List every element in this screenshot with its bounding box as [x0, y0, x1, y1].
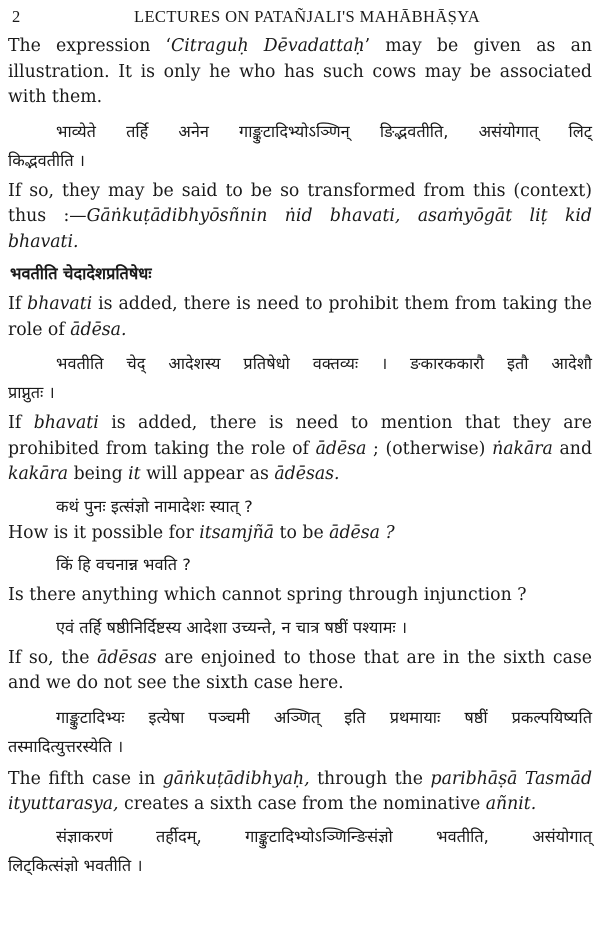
paragraph-7: If so, the ādēsas are enjoined to those that are in the sixth case and we do not see the sixth case here. — [8, 647, 592, 693]
paragraph-2: If so, they may be said to be so transformed from this (context) thus :—Gāṅkuṭādibhyōsñnin ṅid bhavati, asaṁyōgāt liṭ kid bhavati. — [8, 180, 592, 252]
sanskrit-verse-3: एवं तर्हि षष्ठीनिर्दिष्टस्य आदेशा उच्यन्ते, न चात्र षष्ठीं पश्यामः । — [56, 617, 408, 637]
paragraph-3: If bhavati is added, there is need to prohibit them from taking the role of ādēsa. — [8, 294, 592, 340]
sanskrit-verse-4: गाङ्कुटादिभ्यः इत्येषा पञ्चमी अञ्णित् इति प्रथमायाः षष्ठीं प्रकल्पयिष्यति — [56, 707, 592, 727]
page-header — [8, 4, 592, 34]
paragraph-1: The expression ‘Citraguḥ Dēvadattaḥ’ may be given as an illustration. It is only he who has such cows may be associated with them. — [8, 36, 592, 107]
paragraph-5: How is it possible for itsamjñā to be ādēsa ? — [8, 522, 395, 543]
sanskrit-sutra-heading: भवतीति चेदादेशप्रतिषेधः — [10, 264, 152, 283]
sanskrit-verse-2-cont: प्राप्नुतः । — [8, 383, 55, 402]
sanskrit-verse-5-cont: लिट्कित्संज्ञो भवतीति । — [8, 855, 143, 875]
sanskrit-verse-4-cont: तस्मादित्युत्तरस्येति । — [8, 736, 124, 756]
running-head: LECTURES ON PATAÑJALI'S MAHĀBHĀṢYA — [133, 7, 481, 26]
paragraph-4: If bhavati is added, there is need to mention that they are prohibited from taking the role of ādēsa ; (otherwise) ṅakāra and kakāra being it will appear as ādēsas. — [8, 413, 593, 484]
sanskrit-verse-1-cont: किद्भवतीति । — [8, 150, 85, 170]
paragraph-6: Is there anything which cannot spring through injunction ? — [8, 585, 527, 605]
sanskrit-question-1: कथं पुनः इत्संज्ञो नामादेशः स्यात् ? — [56, 496, 253, 516]
page-number: 2 — [12, 7, 21, 26]
sanskrit-verse-5: संज्ञाकरणं तर्हीदम्, गाङ्कुटादिभ्योऽञ्णिन्ङिसंज्ञो भवतीति, असंयोगात् — [56, 826, 592, 846]
sanskrit-question-2: किं हि वचनान्न भवति ? — [56, 555, 191, 574]
sanskrit-verse-1: भाव्येते तर्हि अनेन गाङ्कुटादिभ्योऽञ्णिन् ङिद्भवतीति, असंयोगात् लिट् — [56, 121, 592, 141]
sanskrit-verse-2: भवतीति चेद् आदेशस्य प्रतिषेधो वक्तव्यः । ङकारककारौ इतौ आदेशौ — [56, 354, 592, 373]
paragraph-8: The fifth case in gāṅkuṭādibhyaḥ, through the paribhāṣā Tasmād ityuttarasya, creates a sixth case from the nominative añnit. — [8, 768, 593, 814]
